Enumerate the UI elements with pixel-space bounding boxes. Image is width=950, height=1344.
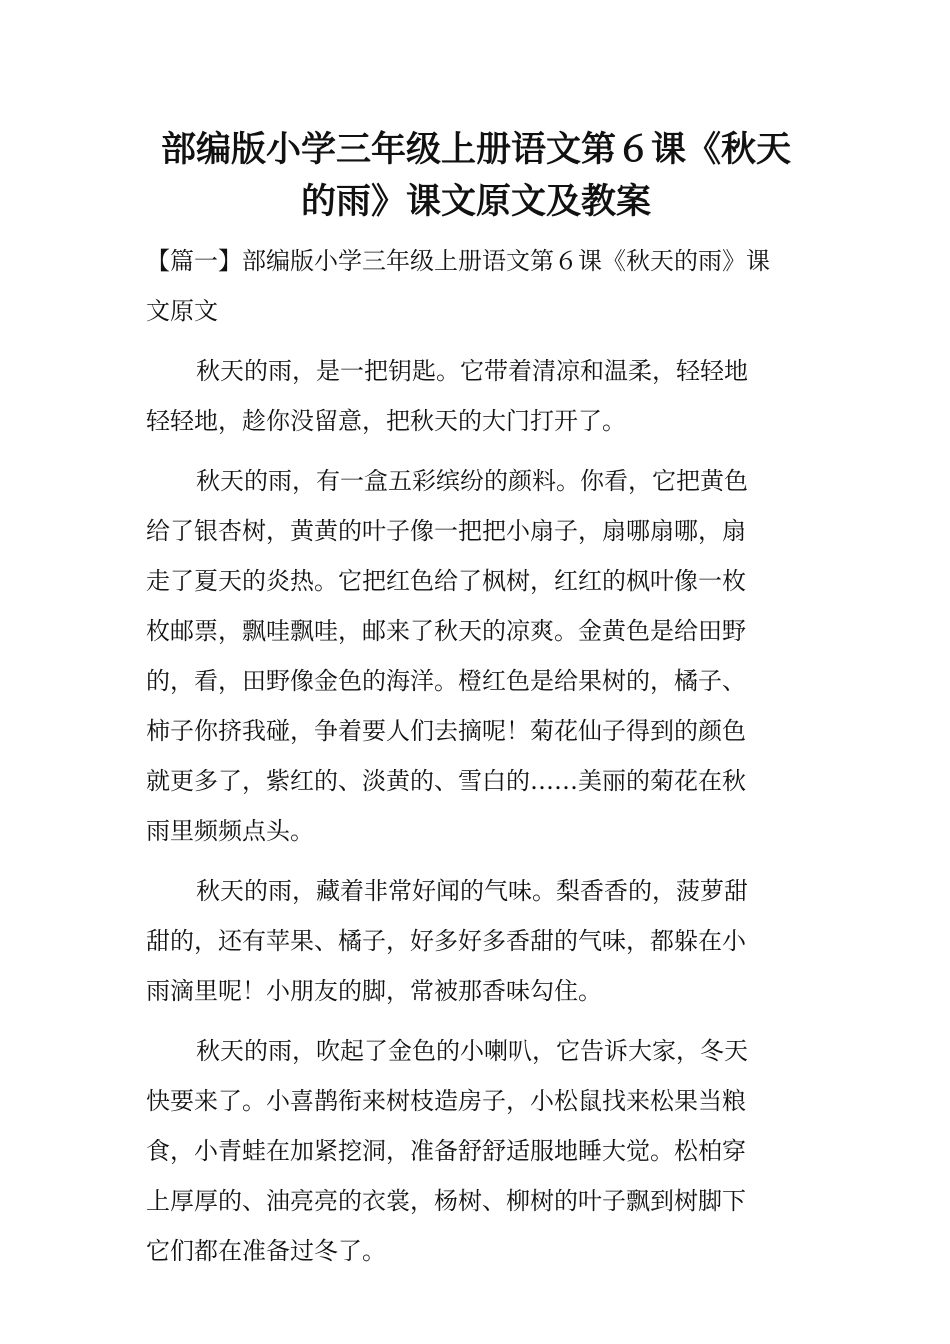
paragraph-line: 甜的，还有苹果、橘子，好多好多香甜的气味，都躲在小	[146, 927, 746, 955]
paragraph-line: 给了银杏树，黄黄的叶子像一把把小扇子，扇哪扇哪，扇	[146, 517, 746, 545]
paragraph-line: 快要来了。小喜鹊衔来树枝造房子，小松鼠找来松果当粮	[146, 1087, 746, 1115]
paragraph-line: 秋天的雨，藏着非常好闻的气味。梨香香的，菠萝甜	[196, 877, 748, 905]
paragraph-line: 就更多了，紫红的、淡黄的、雪白的……美丽的菊花在秋	[146, 767, 746, 795]
paragraph-line: 雨里频频点头。	[146, 817, 314, 845]
section-heading	[146, 236, 806, 336]
paragraph-line: 轻轻地，趁你没留意，把秋天的大门打开了。	[146, 407, 626, 435]
document-title	[146, 124, 806, 228]
paragraph-line: 食，小青蛙在加紧挖洞，准备舒舒适服地睡大觉。松柏穿	[146, 1137, 746, 1165]
document-page	[146, 124, 806, 1276]
section-heading-line: 【篇一】部编版小学三年级上册语文第６课《秋天的雨》课	[146, 247, 770, 275]
paragraph-line: 的，看，田野像金色的海洋。橙红色是给果树的，橘子、	[146, 667, 746, 695]
paragraph-line: 秋天的雨，是一把钥匙。它带着清凉和温柔，轻轻地	[196, 357, 748, 385]
title-line: 的雨》课文原文及教案	[300, 182, 651, 222]
section-heading-line: 文原文	[146, 297, 218, 325]
paragraph-2	[146, 456, 806, 856]
paragraph-line: 柿子你挤我碰，争着要人们去摘呢！菊花仙子得到的颜色	[146, 717, 746, 745]
paragraph-3	[146, 866, 806, 1016]
paragraph-1	[146, 346, 806, 446]
paragraph-line: 秋天的雨，有一盒五彩缤纷的颜料。你看，它把黄色	[196, 467, 748, 495]
paragraph-line: 走了夏天的炎热。它把红色给了枫树，红红的枫叶像一枚	[146, 567, 746, 595]
paragraph-line: 雨滴里呢！小朋友的脚，常被那香味勾住。	[146, 977, 602, 1005]
paragraph-line: 上厚厚的、油亮亮的衣裳，杨树、柳树的叶子飘到树脚下	[146, 1187, 746, 1215]
paragraph-line: 它们都在准备过冬了。	[146, 1237, 386, 1265]
paragraph-4	[146, 1026, 806, 1276]
paragraph-line: 枚邮票，飘哇飘哇，邮来了秋天的凉爽。金黄色是给田野	[146, 617, 746, 645]
paragraph-line: 秋天的雨，吹起了金色的小喇叭，它告诉大家，冬天	[196, 1037, 748, 1065]
title-line: 部编版小学三年级上册语文第６课《秋天	[160, 130, 791, 170]
